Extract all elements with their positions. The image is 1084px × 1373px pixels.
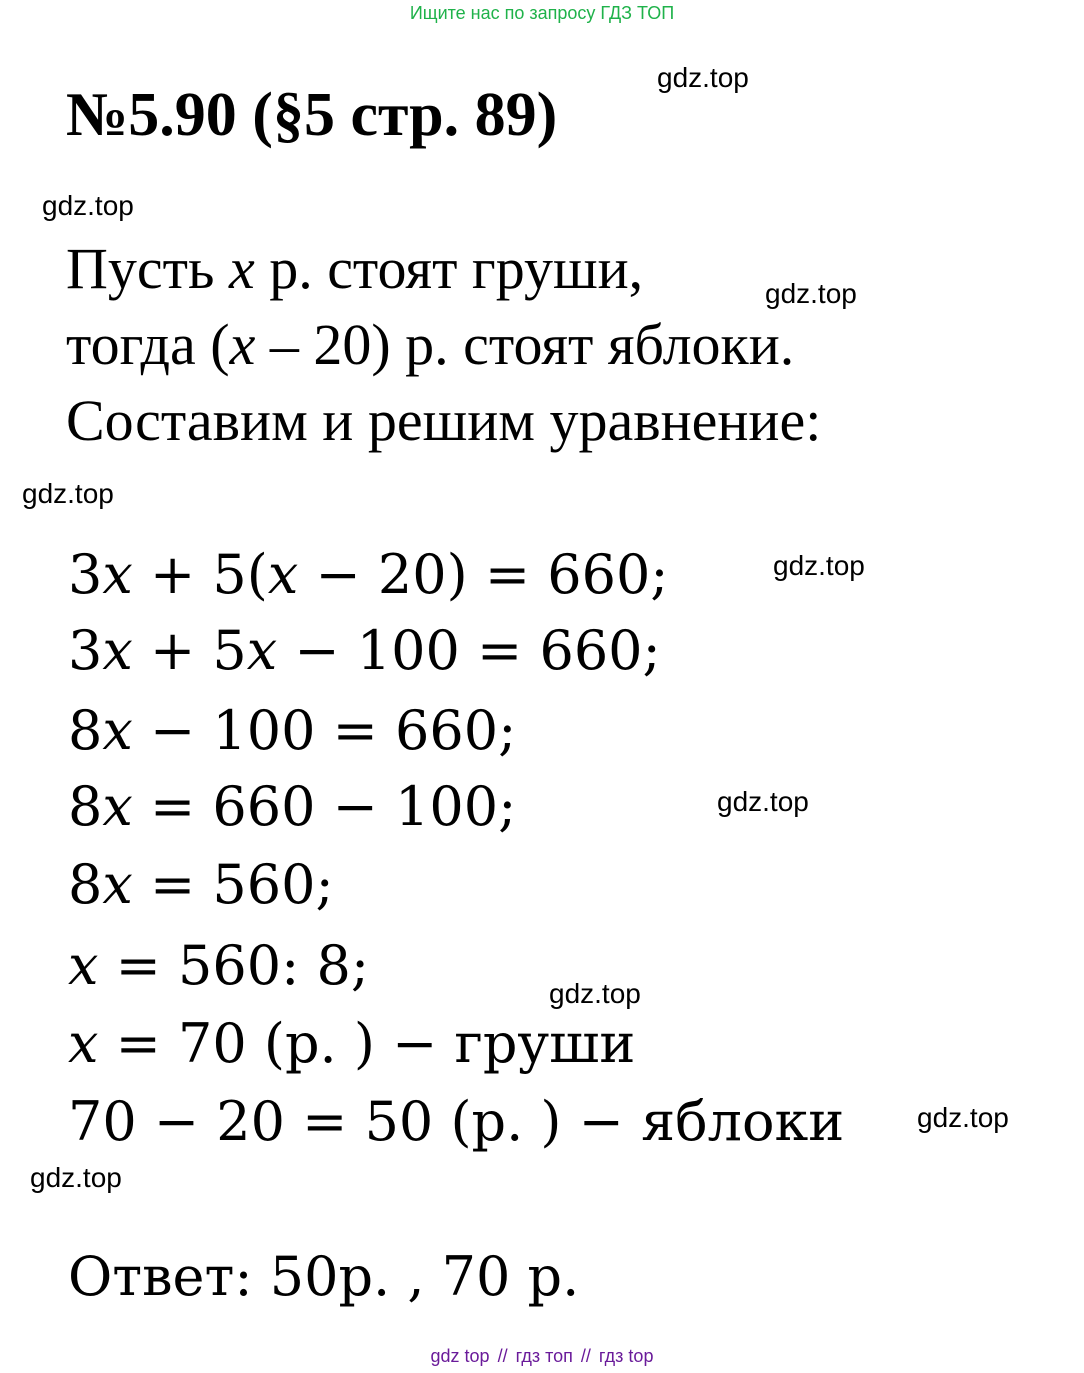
equation-line-6 xyxy=(68,934,369,998)
watermark: gdz.top xyxy=(717,786,809,817)
eq-text: + 5( xyxy=(132,543,268,606)
watermark: gdz.top xyxy=(30,1162,122,1193)
footer-link-2[interactable]: гдз топ xyxy=(515,1346,573,1366)
watermark: gdz.top xyxy=(765,278,857,309)
watermark: gdz.top xyxy=(22,478,114,509)
prose-text: Пусть xyxy=(66,236,229,301)
watermark: gdz.top xyxy=(657,62,749,93)
eq-text: − 20) = 660; xyxy=(298,543,669,606)
prose-line-2 xyxy=(66,312,794,378)
variable-x: x xyxy=(267,543,299,606)
page-title: №5.90 (§5 стр. 89) xyxy=(66,81,558,149)
variable-x: x xyxy=(102,699,133,762)
eq-text: + 5 xyxy=(132,619,247,682)
prose-text: р. стоят груши, xyxy=(254,236,644,301)
equation-line-8 xyxy=(68,1090,844,1154)
eq-text: − 100 = 660; xyxy=(277,619,661,682)
eq-text: 8 xyxy=(68,775,103,838)
equation-line-4 xyxy=(68,775,516,839)
footer-separator: // xyxy=(580,1346,591,1366)
eq-text: 8 xyxy=(68,853,103,916)
eq-text: − 100 = 660; xyxy=(132,699,517,762)
watermark: gdz.top xyxy=(42,190,134,221)
eq-text: = 560; xyxy=(132,853,334,916)
variable-x: x xyxy=(229,312,256,377)
eq-text: 8 xyxy=(68,699,103,762)
variable-x: x xyxy=(68,1012,99,1075)
top-banner: Ищите нас по запросу ГДЗ ТОП xyxy=(409,3,675,23)
equation-line-7 xyxy=(68,1012,635,1076)
prose-text: тогда ( xyxy=(66,312,230,377)
watermark: gdz.top xyxy=(773,550,865,581)
footer-links xyxy=(0,1346,1084,1367)
variable-x: x xyxy=(246,619,278,682)
footer-link-1[interactable]: gdz top xyxy=(430,1346,490,1366)
equation-line-5 xyxy=(68,853,334,917)
watermark: gdz.top xyxy=(549,978,641,1009)
eq-text: 3 xyxy=(68,543,103,606)
eq-text: = 560: 8; xyxy=(98,934,370,997)
equation-line-3 xyxy=(68,699,516,763)
equation-line-1 xyxy=(68,543,669,607)
variable-x: x xyxy=(102,543,133,606)
prose-text: – 20) р. стоят яблоки. xyxy=(255,312,795,377)
variable-x: x xyxy=(68,934,99,997)
variable-x: x xyxy=(102,775,133,838)
eq-text: = 660 − 100; xyxy=(132,775,517,838)
eq-text: 70 − 20 = 50 (р. ) − яблоки xyxy=(68,1090,845,1153)
eq-text: = 70 (р. ) − груши xyxy=(98,1012,636,1075)
prose-line-1 xyxy=(66,236,643,302)
variable-x: x xyxy=(102,853,133,916)
prose-line-3: Составим и решим уравнение: xyxy=(66,388,822,453)
variable-x: x xyxy=(102,619,133,682)
footer-link-3[interactable]: гдз top xyxy=(598,1346,654,1366)
equation-line-2 xyxy=(68,619,661,683)
answer-line: Ответ: 50р. , 70 р. xyxy=(68,1245,580,1308)
eq-text: 3 xyxy=(68,619,103,682)
variable-x: x xyxy=(228,236,255,301)
watermark: gdz.top xyxy=(917,1102,1009,1133)
footer-separator: // xyxy=(497,1346,508,1366)
